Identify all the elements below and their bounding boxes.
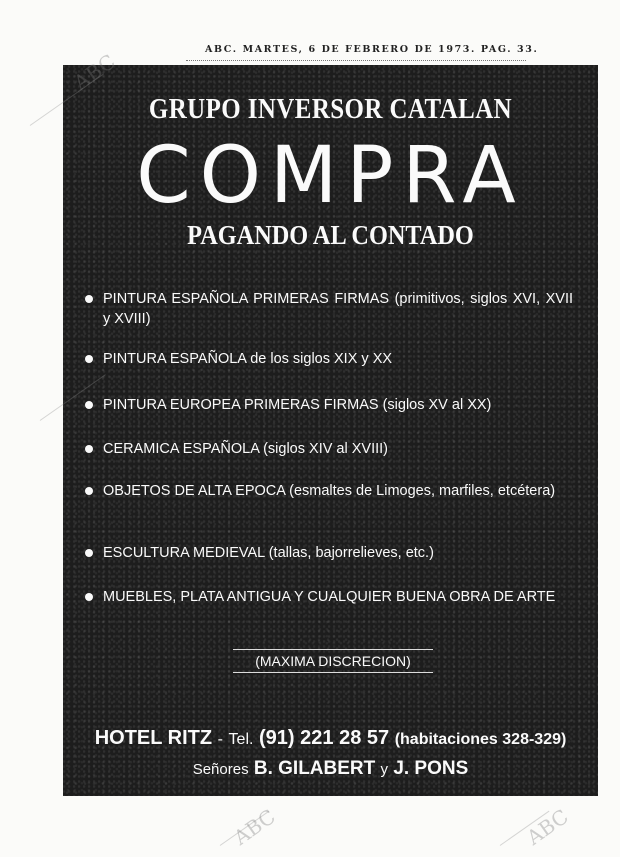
list-item — [83, 349, 573, 369]
bullet-icon — [85, 593, 93, 601]
ad-subtitle: PAGANDO AL CONTADO — [187, 220, 474, 250]
list-item — [83, 543, 573, 563]
names-joiner: y — [380, 761, 389, 778]
list-item — [83, 289, 573, 329]
name-first: B. GILABERT — [253, 758, 376, 779]
bullet-icon — [85, 445, 93, 453]
list-item-text: PINTURA EUROPEA PRIMERAS FIRMAS (siglos XV al XX) — [103, 397, 492, 413]
list-item — [83, 395, 573, 415]
ad-headline: COMPRA — [136, 131, 525, 221]
names-prefix: Señores — [192, 761, 249, 778]
bullet-icon — [85, 355, 93, 363]
page-header: ABC. MARTES, 6 DE FEBRERO DE 1973. PAG. 33. — [205, 44, 539, 55]
watermark: ABC — [69, 49, 120, 95]
list-item — [83, 587, 573, 607]
room-numbers: (habitaciones 328-329) — [394, 731, 567, 748]
contact-separator: - — [217, 731, 223, 748]
list-item — [83, 439, 573, 459]
tel-label: Tel. — [228, 731, 254, 748]
bullet-icon — [85, 401, 93, 409]
watermark: ABC — [522, 804, 573, 850]
discretion-note: (MAXIMA DISCRECION) — [233, 649, 433, 673]
name-second: J. PONS — [393, 758, 469, 779]
bullet-icon — [85, 295, 93, 303]
list-item-text: MUEBLES, PLATA ANTIGUA Y CUALQUIER BUENA OBRA DE ARTE — [103, 589, 556, 605]
bullet-icon — [85, 487, 93, 495]
header-rule — [186, 60, 526, 61]
list-item-text: PINTURA ESPAÑOLA de los siglos XIX y XX — [103, 351, 393, 367]
list-item-text: ESCULTURA MEDIEVAL (tallas, bajorrelieves, etc.) — [103, 545, 434, 561]
phone-number: (91) 221 28 57 — [259, 727, 390, 749]
list-item-text: CERAMICA ESPAÑOLA (siglos XIV al XVIII) — [103, 441, 388, 457]
list-item-text: PINTURA ESPAÑOLA PRIMERAS FIRMAS (primitivos, siglos XVI, XVII y XVIII) — [103, 291, 573, 327]
list-item-text: OBJETOS DE ALTA EPOCA (esmaltes de Limoges, marfiles, etcétera) — [103, 483, 556, 499]
contact-names — [63, 758, 598, 780]
list-item — [83, 481, 573, 501]
ad-title: GRUPO INVERSOR CATALAN — [148, 93, 513, 125]
advertisement — [63, 65, 598, 796]
hotel-name: HOTEL RITZ — [94, 727, 213, 749]
watermark: ABC — [229, 804, 280, 850]
contact-line — [63, 727, 598, 750]
bullet-icon — [85, 549, 93, 557]
